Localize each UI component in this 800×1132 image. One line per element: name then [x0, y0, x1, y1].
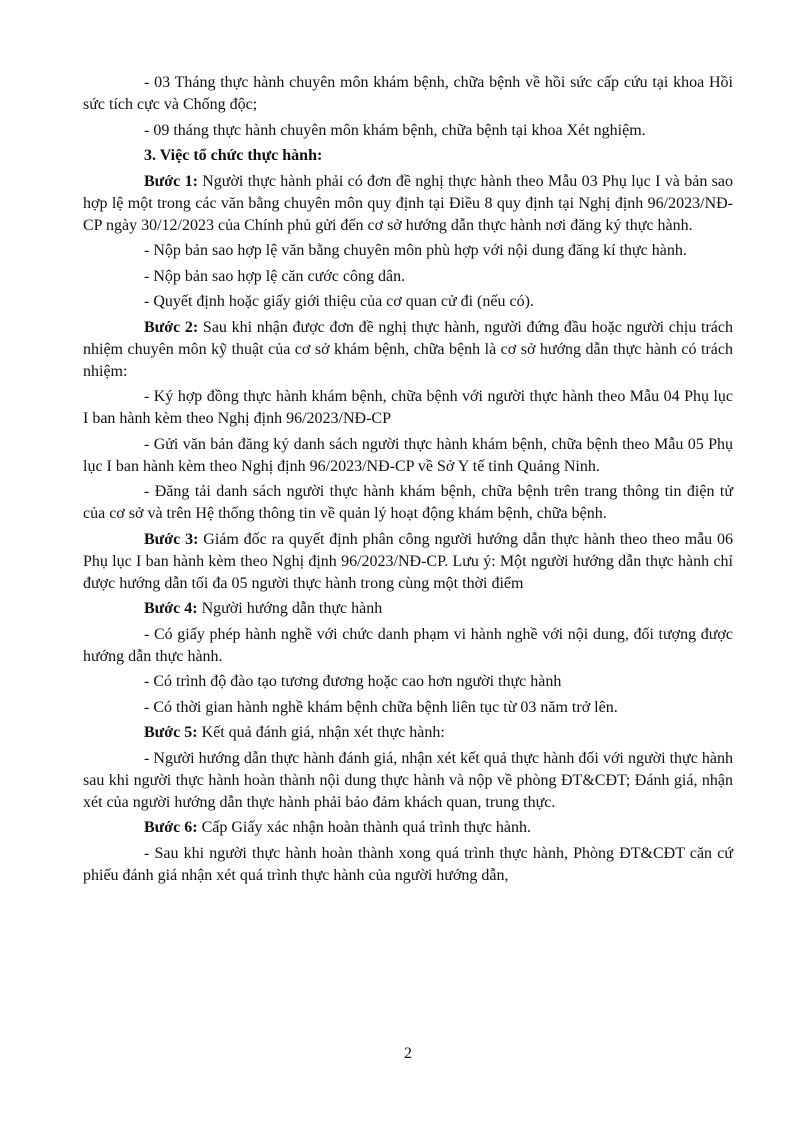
paragraph: [83, 291, 733, 313]
paragraph-text: - Có giấy phép hành nghề với chức danh phạm vi hành nghề với nội dung, đối tượng được hướng dẫn thực hành.: [83, 625, 733, 665]
paragraph-text: - Gửi văn bản đăng ký danh sách người thực hành khám bệnh, chữa bệnh theo Mẫu 05 Phụ lục I ban hành kèm theo Nghị định 96/2023/NĐ-CP về Sở Y tế tinh Quảng Ninh.: [83, 435, 733, 475]
paragraph-text: - Có trình độ đào tạo tương đương hoặc cao hơn người thực hành: [144, 673, 562, 690]
step-paragraph: [83, 722, 733, 744]
paragraph: [83, 240, 733, 262]
document-body: [83, 72, 733, 890]
paragraph: [83, 697, 733, 719]
paragraph-text: - Có thời gian hành nghề khám bệnh chữa bệnh liên tục từ 03 năm trở lên.: [144, 698, 618, 716]
section-heading: [83, 145, 733, 167]
step-label: Bước 2:: [144, 318, 199, 336]
paragraph-text: - Nộp bản sao hợp lệ văn bằng chuyên môn phù hợp với nội dung đăng kí thực hành.: [144, 242, 687, 259]
paragraph-text: - Đăng tải danh sách người thực hành khám bệnh, chữa bệnh trên trang thông tin điện tử của cơ sở và trên Hệ thống thông tin về quản lý hoạt động khám bệnh, chữa bệnh.: [83, 483, 733, 522]
page-number: 2: [404, 1045, 412, 1062]
paragraph: [83, 624, 733, 668]
paragraph: [83, 120, 733, 142]
paragraph-text: Sau khi nhận được đơn đề nghị thực hành, người đứng đầu hoặc người chịu trách nhiệm chuyên môn kỹ thuật của cơ sở khám bệnh, chữa bệnh là cơ sở hướng dẫn thực hành có trách nhiệm:: [83, 318, 734, 380]
paragraph-text: - Sau khi người thực hành hoàn thành xong quá trình thực hành, Phòng ĐT&CĐT căn cứ phiếu đánh giá nhận xét quá trình thực hành của người hướng dẫn,: [83, 844, 733, 884]
step-paragraph: [83, 317, 733, 383]
paragraph: [83, 266, 733, 288]
paragraph-text: Kết quả đánh giá, nhận xét thực hành:: [197, 724, 445, 741]
paragraph: [83, 481, 733, 525]
paragraph-text: - Quyết định hoặc giấy giới thiệu của cơ quan cử đi (nếu có).: [144, 293, 534, 310]
step-paragraph: [83, 529, 733, 595]
paragraph: [83, 671, 733, 693]
paragraph-text: Người thực hành phải có đơn đề nghị thực hành theo Mẫu 03 Phụ lục I và bản sao hợp lệ một trong các văn bằng chuyên môn quy định tại Điều 8 quy định tại Nghị định 96/2023/NĐ-CP ngày 30/12/2023 của Chính phủ gửi đến cơ sở hướng dẫn thực hành nơi đăng ký thực hành.: [83, 172, 734, 234]
paragraph: [83, 434, 733, 478]
step-label: Bước 6:: [144, 819, 198, 836]
step-label: Bước 3:: [144, 530, 199, 548]
paragraph-text: Cấp Giấy xác nhận hoàn thành quá trình thực hành.: [197, 819, 532, 836]
step-label: Bước 1:: [144, 172, 198, 190]
paragraph: [83, 748, 733, 814]
step-label: Bước 4:: [144, 600, 198, 617]
paragraph-text: Người hướng dẫn thực hành: [197, 600, 383, 617]
paragraph-text: Giám đốc ra quyết định phân công người hướng dẫn thực hành theo theo mẫu 06 Phụ lục I ban hành kèm theo Nghị định 96/2023/NĐ-CP. Lưu ý: Một người hướng dẫn thực hành chỉ được hướng dẫn tối đa 05 người thực hành trong cùng một thời điểm: [83, 530, 734, 592]
paragraph-text: - 09 tháng thực hành chuyên môn khám bệnh, chữa bệnh tại khoa Xét nghiệm.: [144, 121, 646, 139]
paragraph-text: - 03 Tháng thực hành chuyên môn khám bệnh, chữa bệnh về hồi sức cấp cứu tại khoa Hồi sức tích cực và Chống độc;: [83, 74, 733, 113]
paragraph: [83, 72, 733, 116]
paragraph-text: - Ký hợp đồng thực hành khám bệnh, chữa bệnh với người thực hành theo Mẫu 04 Phụ lục I ban hành kèm theo Nghị định 96/2023/NĐ-CP: [83, 388, 733, 427]
step-paragraph: [83, 171, 733, 237]
step-paragraph: [83, 598, 733, 620]
paragraph-text: - Nộp bản sao hợp lệ căn cước công dân.: [144, 267, 406, 285]
paragraph: [83, 843, 733, 887]
step-paragraph: [83, 817, 733, 839]
paragraph-text: 3. Việc tổ chức thực hành:: [144, 147, 323, 164]
step-label: Bước 5:: [144, 724, 198, 741]
paragraph: [83, 386, 733, 430]
paragraph-text: - Người hướng dẫn thực hành đánh giá, nhận xét kết quả thực hành đối với người thực hành sau khi người thực hành hoàn thành nội dung thực hành và nộp về phòng ĐT&CĐT; Đánh giá, nhận xét của người hướng dẫn thực hành phải bảo đảm khách quan, trung thực.: [83, 749, 733, 811]
